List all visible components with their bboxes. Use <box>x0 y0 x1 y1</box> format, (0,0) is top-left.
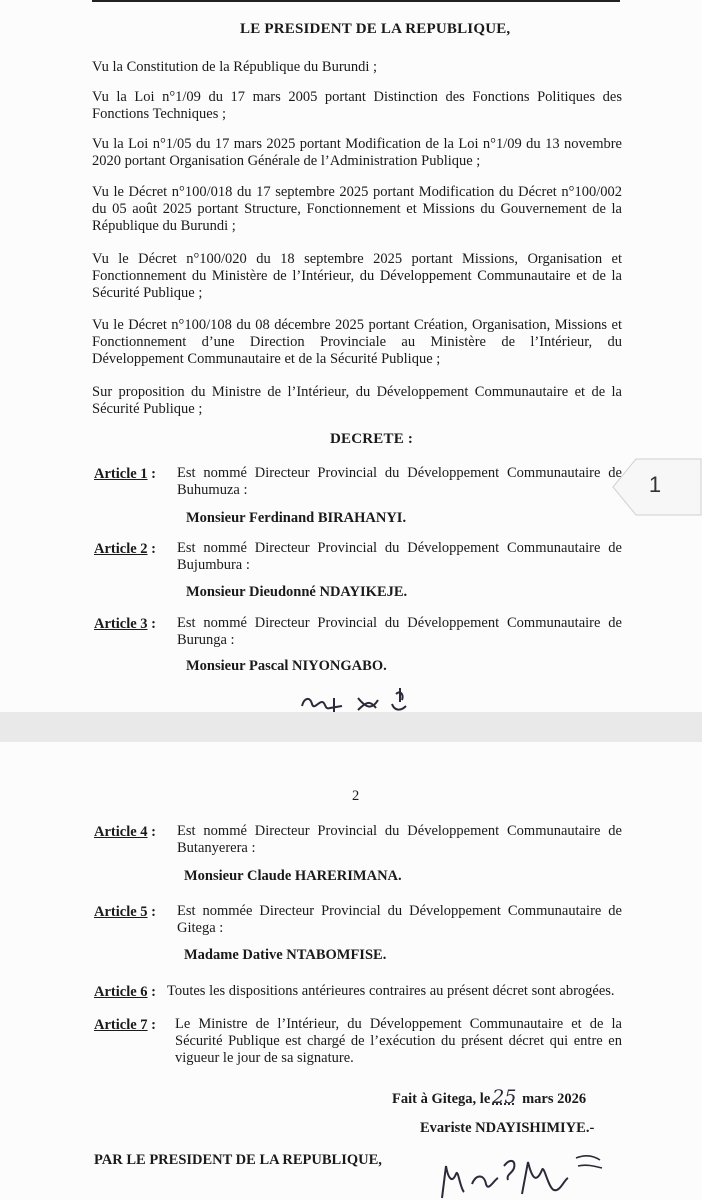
visa-3: Vu la Loi n°1/05 du 17 mars 2025 portant Modification de la Loi n°1/09 du 13 novembre 2020 portant Organisation Générale de l’Administration Publique ; <box>92 136 622 169</box>
article-5-text: Est nommée Directeur Provincial du Développement Communautaire de Gitega : <box>177 903 622 936</box>
article-5-appointee: Madame Dative NTABOMFISE. <box>184 947 387 963</box>
article-label: Article 5 <box>94 904 148 920</box>
article-7-text: Le Ministre de l’Intérieur, du Développement Communautaire et de la Sécurité Publique est chargé de l’exécution du présent décret qui entre en vigueur le jour de sa signature. <box>175 1016 622 1066</box>
article-3-text: Est nommé Directeur Provincial du Développement Communautaire de Burunga : <box>177 615 622 648</box>
article-4-text: Est nommé Directeur Provincial du Développement Communautaire de Butanyerera : <box>177 823 622 856</box>
visa-6: Vu le Décret n°100/108 du 08 décembre 2025 portant Création, Organisation, Missions et Fonctionnement d’une Direction Provinciale au Ministère de l’Intérieur, du Développement Communautaire et de la Sécurité Publique ; <box>92 317 622 367</box>
article-4-appointee: Monsieur Claude HARERIMANA. <box>184 868 402 884</box>
article-1-appointee: Monsieur Ferdinand BIRAHANYI. <box>186 510 407 526</box>
article-5-label: Article 5 : <box>94 904 157 920</box>
doc-title: LE PRESIDENT DE LA REPUBLIQUE, <box>240 21 511 37</box>
signature-icon <box>436 1144 616 1200</box>
top-rule <box>92 0 620 2</box>
initials-signature-icon <box>296 680 416 716</box>
document-page-2 <box>0 742 702 1200</box>
visa-4: Vu le Décret n°100/018 du 17 septembre 2025 portant Modification du Décret n°100/002 du 05 août 2025 portant Structure, Fonctionnement et Missions du Gouvernement de la République du Burundi ; <box>92 184 622 234</box>
visa-5: Vu le Décret n°100/020 du 18 septembre 2025 portant Missions, Organisation et Fonctionnement du Ministère de l’Intérieur, du Développement Communautaire et de la Sécurité Publique ; <box>92 251 622 301</box>
article-label: Article 4 <box>94 824 148 840</box>
article-3-label: Article 3 : <box>94 616 157 632</box>
visa-2: Vu la Loi n°1/09 du 17 mars 2005 portant Distinction des Fonctions Politiques des Fonctions Techniques ; <box>92 89 622 122</box>
article-label: Article 3 <box>94 616 148 632</box>
article-1-label: Article 1 : <box>94 466 157 482</box>
handwritten-day: 25 <box>492 1086 517 1108</box>
article-2-text: Est nommé Directeur Provincial du Développement Communautaire de Bujumbura : <box>177 540 622 573</box>
article-7-label: Article 7 : <box>94 1017 157 1033</box>
visa-1: Vu la Constitution de la République du Burundi ; <box>92 59 378 75</box>
article-label: Article 7 <box>94 1017 148 1033</box>
page-number: 2 <box>352 788 360 804</box>
article-2-appointee: Monsieur Dieudonné NDAYIKEJE. <box>186 584 408 600</box>
visa-7: Sur proposition du Ministre de l’Intérieur, du Développement Communautaire et de la Sécurité Publique ; <box>92 384 622 417</box>
signatory-name: Evariste NDAYISHIMIYE.- <box>420 1120 595 1136</box>
decrete-heading: DECRETE : <box>330 431 414 447</box>
article-6-label: Article 6 : <box>94 984 157 1000</box>
article-label: Article 6 <box>94 984 148 1000</box>
article-3-appointee: Monsieur Pascal NIYONGABO. <box>186 658 387 674</box>
place-date: Fait à Gitega, le 25 mars 2026 <box>392 1086 587 1108</box>
page-marker-number: 1 <box>648 472 662 497</box>
article-6-text: Toutes les dispositions antérieures contraires au présent décret sont abrogées. <box>167 983 615 999</box>
article-2-label: Article 2 : <box>94 541 157 557</box>
closing-formula: PAR LE PRESIDENT DE LA REPUBLIQUE, <box>94 1152 382 1168</box>
article-label: Article 1 <box>94 466 148 482</box>
article-4-label: Article 4 : <box>94 824 157 840</box>
article-1-text: Est nommé Directeur Provincial du Développement Communautaire de Buhumuza : <box>177 465 622 498</box>
article-label: Article 2 <box>94 541 148 557</box>
